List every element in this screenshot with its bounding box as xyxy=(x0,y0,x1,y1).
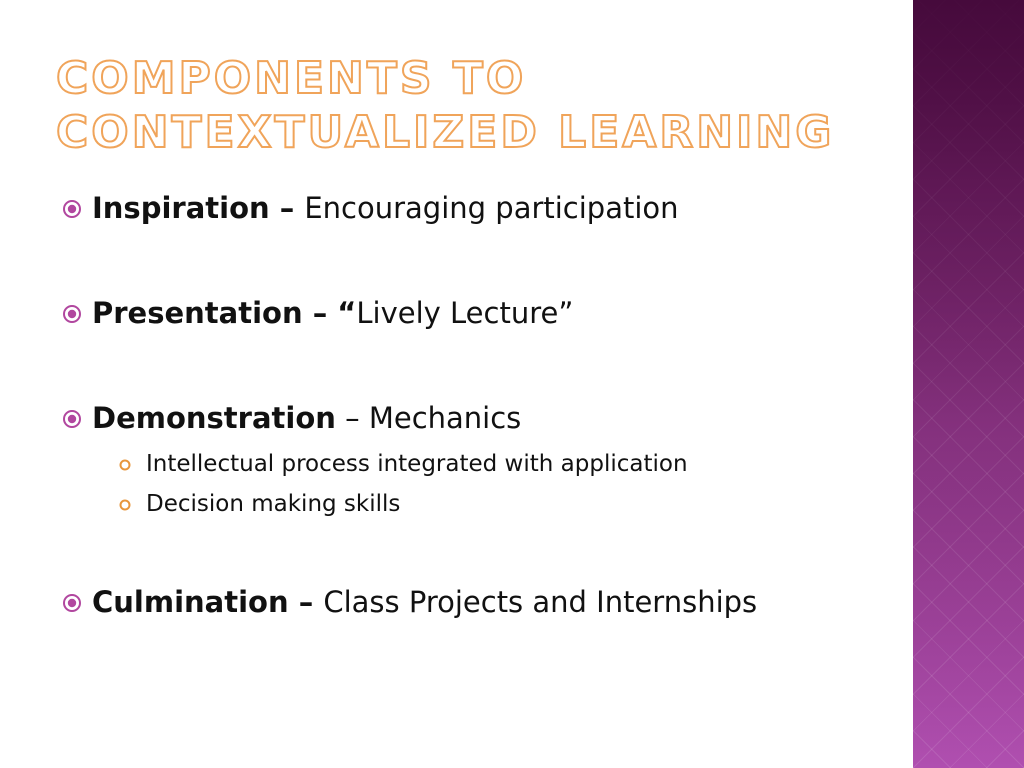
small-circle-icon xyxy=(118,445,146,485)
bullet-description: Mechanics xyxy=(368,401,522,435)
bullet-term: Culmination xyxy=(92,585,289,619)
radio-target-icon xyxy=(62,304,92,324)
sub-bullet-text: Decision making skills xyxy=(146,491,401,517)
bullet-list xyxy=(62,186,902,624)
bullet-demonstration xyxy=(62,396,902,440)
bullet-term: Presentation xyxy=(92,296,303,330)
bullet-inspiration xyxy=(62,186,902,230)
decorative-side-band xyxy=(913,0,1024,768)
bullet-term: Demonstration xyxy=(92,401,336,435)
bullet-separator: – xyxy=(269,191,305,225)
bullet-description: Lively Lecture” xyxy=(356,296,574,330)
radio-target-icon xyxy=(62,409,92,429)
sub-bullet-text: Intellectual process integrated with application xyxy=(146,451,688,477)
bullet-description: Class Projects and Internships xyxy=(323,585,758,619)
sub-bullet-item xyxy=(118,484,902,524)
sub-bullet-list xyxy=(118,444,902,524)
bullet-separator: – “ xyxy=(302,296,357,330)
small-circle-icon xyxy=(118,485,146,525)
bullet-culmination xyxy=(62,580,902,624)
bullet-description: Encouraging participation xyxy=(304,191,679,225)
sub-bullet-item xyxy=(118,444,902,484)
bullet-presentation xyxy=(62,291,902,335)
bullet-term: Inspiration xyxy=(92,191,270,225)
slide-title: COMPONENTS TO CONTEXTUALIZED LEARNING xyxy=(56,53,835,158)
bullet-separator: – xyxy=(335,401,369,435)
bullet-separator: – xyxy=(288,585,324,619)
radio-target-icon xyxy=(62,199,92,219)
radio-target-icon xyxy=(62,593,92,613)
